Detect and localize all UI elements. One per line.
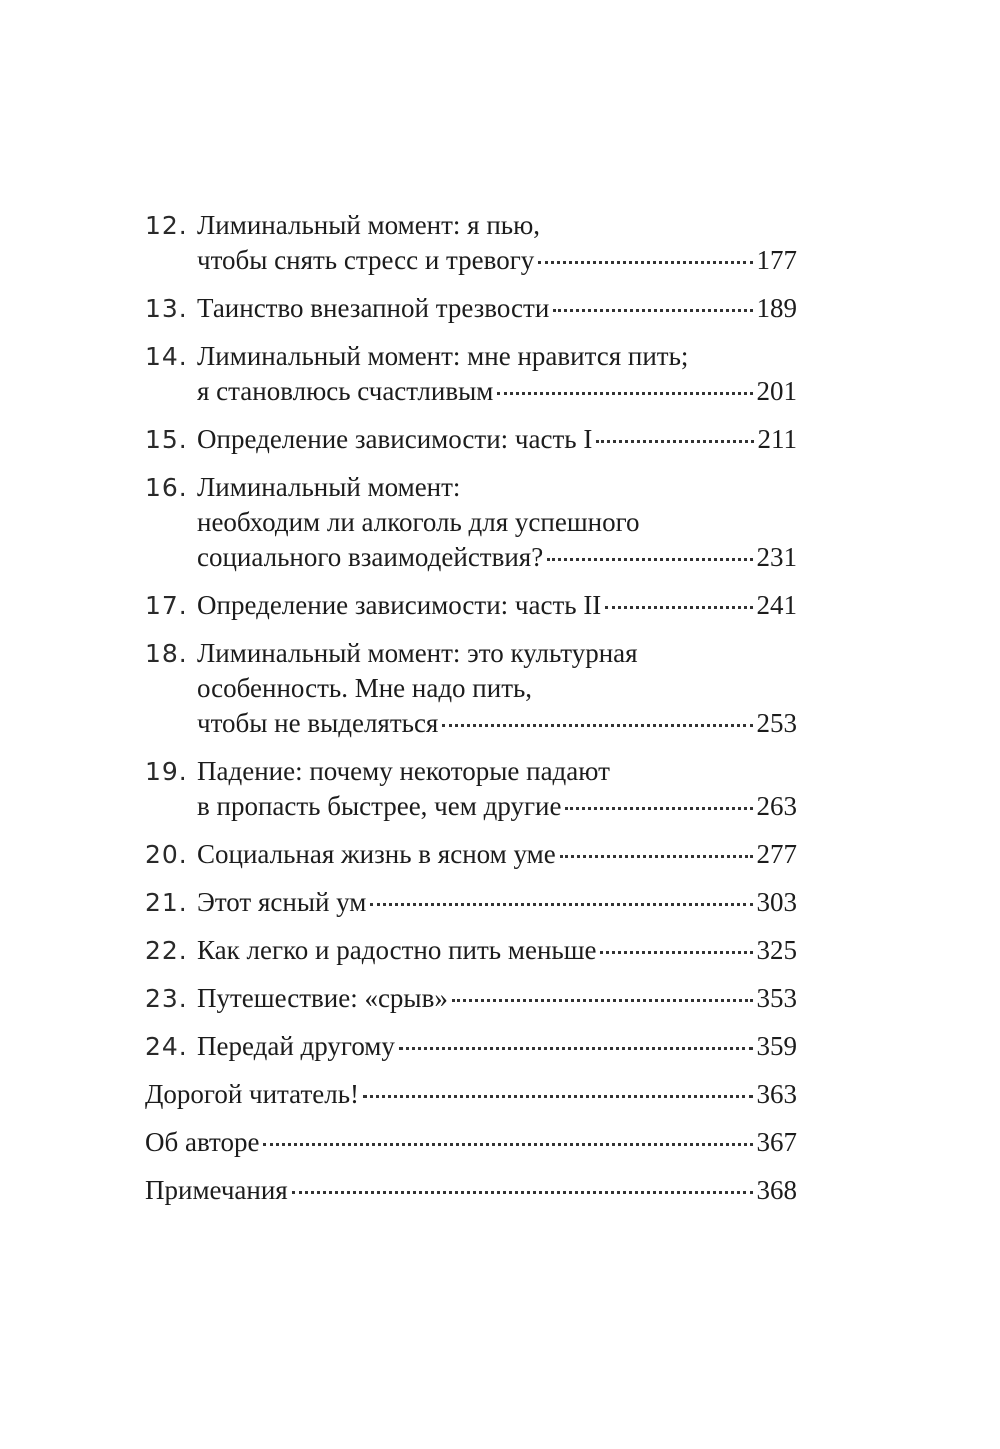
chapter-title-line: особенность. Мне надо пить, [197, 673, 533, 703]
dot-leader [538, 261, 752, 264]
chapter-number: 20. [145, 840, 188, 869]
table-of-contents [145, 208, 797, 1221]
chapter-number: 22. [145, 936, 188, 965]
chapter-title-last-line [145, 1077, 797, 1112]
dot-leader [553, 309, 752, 312]
page-number: 325 [756, 935, 797, 965]
chapter-title-line: Лиминальный момент: [197, 472, 461, 502]
dot-leader [565, 807, 752, 810]
page-number: 263 [756, 791, 797, 821]
chapter-title-text: Передай другому [197, 1031, 395, 1061]
toc-entry [145, 636, 797, 741]
chapter-title-last-line [197, 885, 797, 920]
chapter-number: 18. [145, 639, 188, 668]
chapter-number: 23. [145, 984, 188, 1013]
toc-entry [145, 588, 797, 623]
page-number: 368 [756, 1175, 797, 1205]
chapter-title-last-line [197, 981, 797, 1016]
toc-entry [145, 1173, 797, 1208]
chapter-title [197, 885, 797, 920]
dot-leader [363, 1095, 752, 1098]
page-number: 241 [756, 590, 797, 620]
chapter-title-last-line [197, 540, 797, 575]
dot-leader [263, 1143, 752, 1146]
toc-entry [145, 1077, 797, 1112]
toc-entry [145, 470, 797, 575]
chapter-title-last-line [197, 422, 797, 457]
chapter-title-text: Дорогой читатель! [145, 1079, 360, 1109]
dot-leader [560, 855, 753, 858]
chapter-title-last-line [197, 374, 797, 409]
chapter-title-line: Лиминальный момент: мне нравится пить; [197, 341, 689, 371]
toc-entry [145, 837, 797, 872]
dot-leader [292, 1191, 753, 1194]
toc-entry [145, 885, 797, 920]
dot-leader [399, 1047, 753, 1050]
chapter-number: 19. [145, 757, 188, 786]
chapter-title-last-line [197, 789, 797, 824]
chapter-title-text: Таинство внезапной трезвости [197, 293, 550, 323]
dot-leader [497, 392, 752, 395]
chapter-title [197, 981, 797, 1016]
chapter-number: 24. [145, 1032, 188, 1061]
chapter-title-text: чтобы не выделяться [197, 708, 439, 738]
chapter-title-last-line [197, 933, 797, 968]
chapter-title [197, 588, 797, 623]
dot-leader [600, 951, 752, 954]
page-number: 359 [756, 1031, 797, 1061]
toc-entry [145, 1125, 797, 1160]
page-number: 353 [756, 983, 797, 1013]
chapter-title-text: Этот ясный ум [197, 887, 367, 917]
page-number: 367 [756, 1127, 797, 1157]
page-number: 363 [756, 1079, 797, 1109]
toc-entry [145, 208, 797, 278]
page-number: 253 [756, 708, 797, 738]
page-number: 303 [756, 887, 797, 917]
chapter-title-last-line [197, 1029, 797, 1064]
chapter-title [197, 470, 797, 575]
page-number: 189 [756, 293, 797, 323]
page-number: 201 [756, 376, 797, 406]
chapter-title [197, 933, 797, 968]
chapter-number: 12. [145, 211, 188, 240]
toc-entry [145, 339, 797, 409]
chapter-title-text: Примечания [145, 1175, 288, 1205]
chapter-title [197, 339, 797, 409]
chapter-title-text: Об авторе [145, 1127, 260, 1157]
toc-entry [145, 422, 797, 457]
chapter-title-text: Путешествие: «срыв» [197, 983, 448, 1013]
chapter-number: 15. [145, 425, 188, 454]
chapter-title-line: необходим ли алкоголь для успешного [197, 507, 640, 537]
page-number: 211 [757, 424, 797, 454]
dot-leader [452, 999, 753, 1002]
dot-leader [605, 606, 752, 609]
chapter-title-last-line [197, 588, 797, 623]
chapter-title [197, 1029, 797, 1064]
chapter-number: 21. [145, 888, 188, 917]
dot-leader [370, 903, 752, 906]
chapter-number: 13. [145, 294, 188, 323]
chapter-title [197, 837, 797, 872]
chapter-title-text: Определение зависимости: часть II [197, 590, 602, 620]
chapter-number: 16. [145, 473, 188, 502]
toc-entry [145, 754, 797, 824]
chapter-title-last-line [145, 1125, 797, 1160]
chapter-title-text: я становлюсь счастливым [197, 376, 494, 406]
toc-entry [145, 981, 797, 1016]
page-number: 177 [756, 245, 797, 275]
chapter-title-last-line [197, 243, 797, 278]
chapter-title-line: Лиминальный момент: это культурная [197, 638, 638, 668]
chapter-title-text: Определение зависимости: часть I [197, 424, 593, 454]
chapter-title-text: социального взаимодействия? [197, 542, 544, 572]
chapter-title [145, 1077, 797, 1112]
chapter-number: 17. [145, 591, 188, 620]
chapter-title-line: Падение: почему некоторые падают [197, 756, 610, 786]
chapter-title-last-line [145, 1173, 797, 1208]
dot-leader [442, 724, 752, 727]
page-number: 277 [756, 839, 797, 869]
chapter-title [145, 1173, 797, 1208]
chapter-title-text: в пропасть быстрее, чем другие [197, 791, 562, 821]
chapter-title-text: чтобы снять стресс и тревогу [197, 245, 535, 275]
page-number: 231 [756, 542, 797, 572]
chapter-title [197, 422, 797, 457]
dot-leader [596, 440, 753, 443]
chapter-title-line: Лиминальный момент: я пью, [197, 210, 541, 240]
dot-leader [547, 558, 752, 561]
chapter-title [197, 208, 797, 278]
chapter-title-text: Как легко и радостно пить меньше [197, 935, 597, 965]
chapter-title [197, 636, 797, 741]
chapter-number: 14. [145, 342, 188, 371]
toc-entry [145, 291, 797, 326]
chapter-title-last-line [197, 291, 797, 326]
chapter-title-last-line [197, 837, 797, 872]
chapter-title-last-line [197, 706, 797, 741]
toc-entry [145, 1029, 797, 1064]
chapter-title [145, 1125, 797, 1160]
chapter-title-text: Социальная жизнь в ясном уме [197, 839, 556, 869]
chapter-title [197, 291, 797, 326]
chapter-title [197, 754, 797, 824]
toc-entry [145, 933, 797, 968]
